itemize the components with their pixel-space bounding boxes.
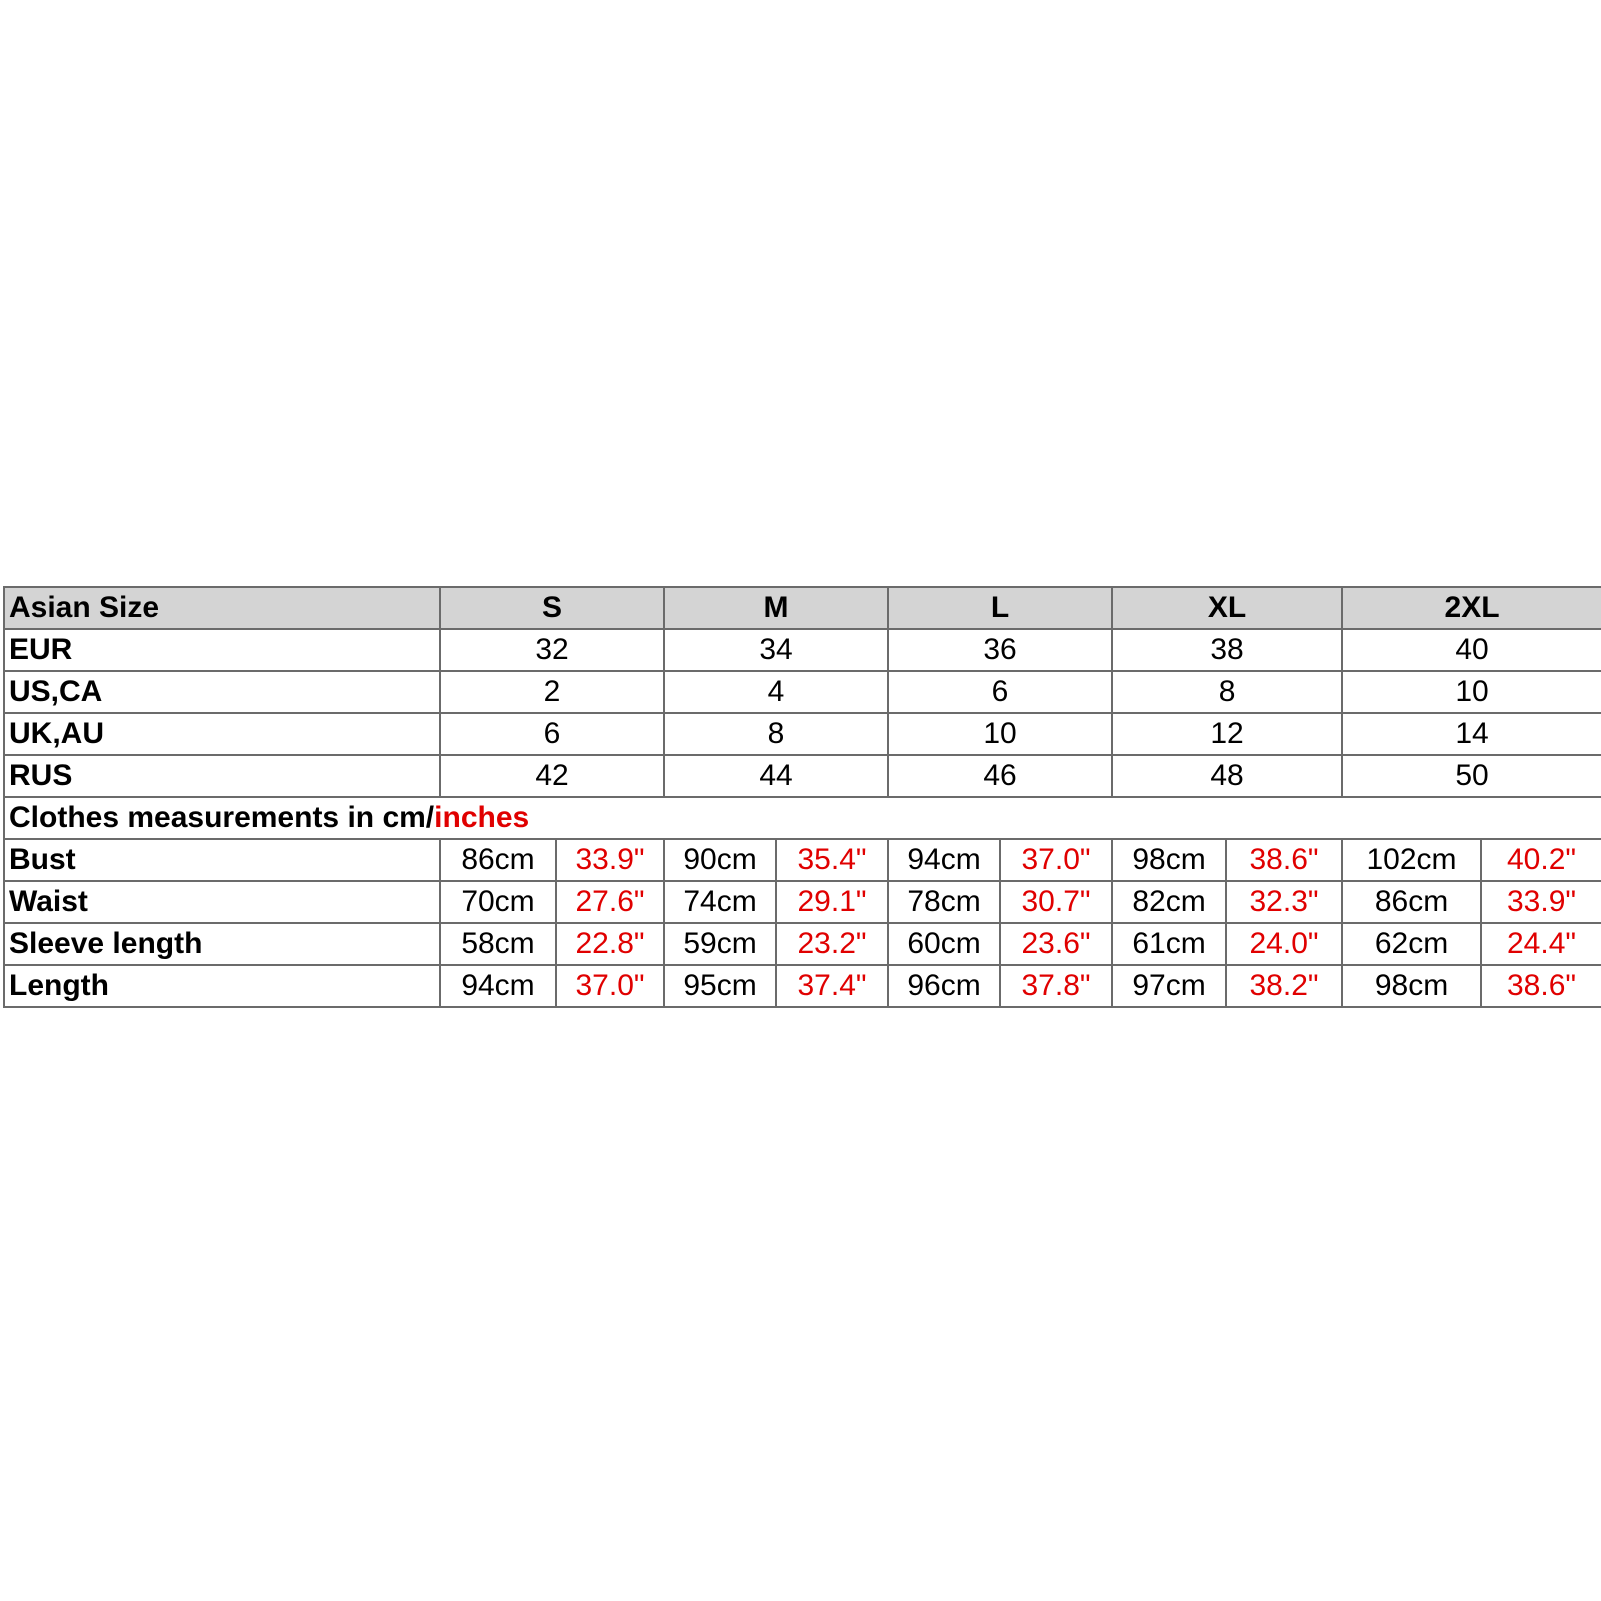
header-row (4, 587, 1601, 629)
table-cell: 42 (440, 755, 664, 797)
cm-cell: 96cm (888, 965, 1000, 1007)
asian-size-label: Asian Size (4, 587, 440, 629)
row-label: Sleeve length (4, 923, 440, 965)
cm-cell: 98cm (1112, 839, 1226, 881)
size-header-xl: XL (1112, 587, 1342, 629)
section-row (4, 797, 1601, 839)
cm-cell: 86cm (1342, 881, 1481, 923)
table-cell: 6 (440, 713, 664, 755)
table-cell: 4 (664, 671, 888, 713)
size-chart-table (3, 586, 1601, 1008)
inch-cell: 27.6" (556, 881, 664, 923)
table-cell: 36 (888, 629, 1112, 671)
cm-cell: 94cm (440, 965, 556, 1007)
cm-cell: 95cm (664, 965, 776, 1007)
cm-cell: 60cm (888, 923, 1000, 965)
cm-cell: 86cm (440, 839, 556, 881)
conversion-row-eur (4, 629, 1601, 671)
table-cell: 34 (664, 629, 888, 671)
conversion-row-us-ca (4, 671, 1601, 713)
cm-cell: 74cm (664, 881, 776, 923)
measurement-row-sleeve-length (4, 923, 1601, 965)
cm-cell: 102cm (1342, 839, 1481, 881)
inch-cell: 23.2" (776, 923, 888, 965)
size-header-m: M (664, 587, 888, 629)
inch-cell: 30.7" (1000, 881, 1112, 923)
measurements-section-heading (4, 797, 1601, 839)
row-label: US,CA (4, 671, 440, 713)
cm-cell: 94cm (888, 839, 1000, 881)
conversion-row-uk-au (4, 713, 1601, 755)
table-cell: 46 (888, 755, 1112, 797)
size-header-s: S (440, 587, 664, 629)
cm-cell: 70cm (440, 881, 556, 923)
table-cell: 10 (888, 713, 1112, 755)
cm-cell: 82cm (1112, 881, 1226, 923)
inch-cell: 37.8" (1000, 965, 1112, 1007)
table-cell: 40 (1342, 629, 1601, 671)
row-label: EUR (4, 629, 440, 671)
cm-cell: 97cm (1112, 965, 1226, 1007)
inch-cell: 37.0" (1000, 839, 1112, 881)
inch-cell: 24.4" (1481, 923, 1601, 965)
inch-cell: 22.8" (556, 923, 664, 965)
measurement-row-waist (4, 881, 1601, 923)
inch-cell: 32.3" (1226, 881, 1342, 923)
measurement-row-bust (4, 839, 1601, 881)
table-cell: 38 (1112, 629, 1342, 671)
section-prefix: Clothes measurements in cm/ (9, 801, 435, 834)
table-cell: 44 (664, 755, 888, 797)
inch-cell: 37.4" (776, 965, 888, 1007)
inch-cell: 38.2" (1226, 965, 1342, 1007)
table-cell: 8 (664, 713, 888, 755)
size-header-2xl: 2XL (1342, 587, 1601, 629)
row-label: Length (4, 965, 440, 1007)
table-cell: 32 (440, 629, 664, 671)
cm-cell: 62cm (1342, 923, 1481, 965)
inch-cell: 33.9" (1481, 881, 1601, 923)
inch-cell: 38.6" (1226, 839, 1342, 881)
row-label: UK,AU (4, 713, 440, 755)
table-cell: 2 (440, 671, 664, 713)
section-highlight: inches (434, 801, 530, 834)
row-label: Bust (4, 839, 440, 881)
inch-cell: 40.2" (1481, 839, 1601, 881)
cm-cell: 59cm (664, 923, 776, 965)
cm-cell: 78cm (888, 881, 1000, 923)
cm-cell: 61cm (1112, 923, 1226, 965)
table-cell: 6 (888, 671, 1112, 713)
conversion-row-rus (4, 755, 1601, 797)
inch-cell: 38.6" (1481, 965, 1601, 1007)
inch-cell: 35.4" (776, 839, 888, 881)
inch-cell: 37.0" (556, 965, 664, 1007)
cm-cell: 98cm (1342, 965, 1481, 1007)
inch-cell: 29.1" (776, 881, 888, 923)
size-header-l: L (888, 587, 1112, 629)
inch-cell: 23.6" (1000, 923, 1112, 965)
cm-cell: 58cm (440, 923, 556, 965)
table-cell: 48 (1112, 755, 1342, 797)
table-cell: 12 (1112, 713, 1342, 755)
measurement-row-length (4, 965, 1601, 1007)
row-label: Waist (4, 881, 440, 923)
cm-cell: 90cm (664, 839, 776, 881)
row-label: RUS (4, 755, 440, 797)
inch-cell: 24.0" (1226, 923, 1342, 965)
table-cell: 50 (1342, 755, 1601, 797)
inch-cell: 33.9" (556, 839, 664, 881)
table-cell: 10 (1342, 671, 1601, 713)
table-cell: 8 (1112, 671, 1342, 713)
table-cell: 14 (1342, 713, 1601, 755)
